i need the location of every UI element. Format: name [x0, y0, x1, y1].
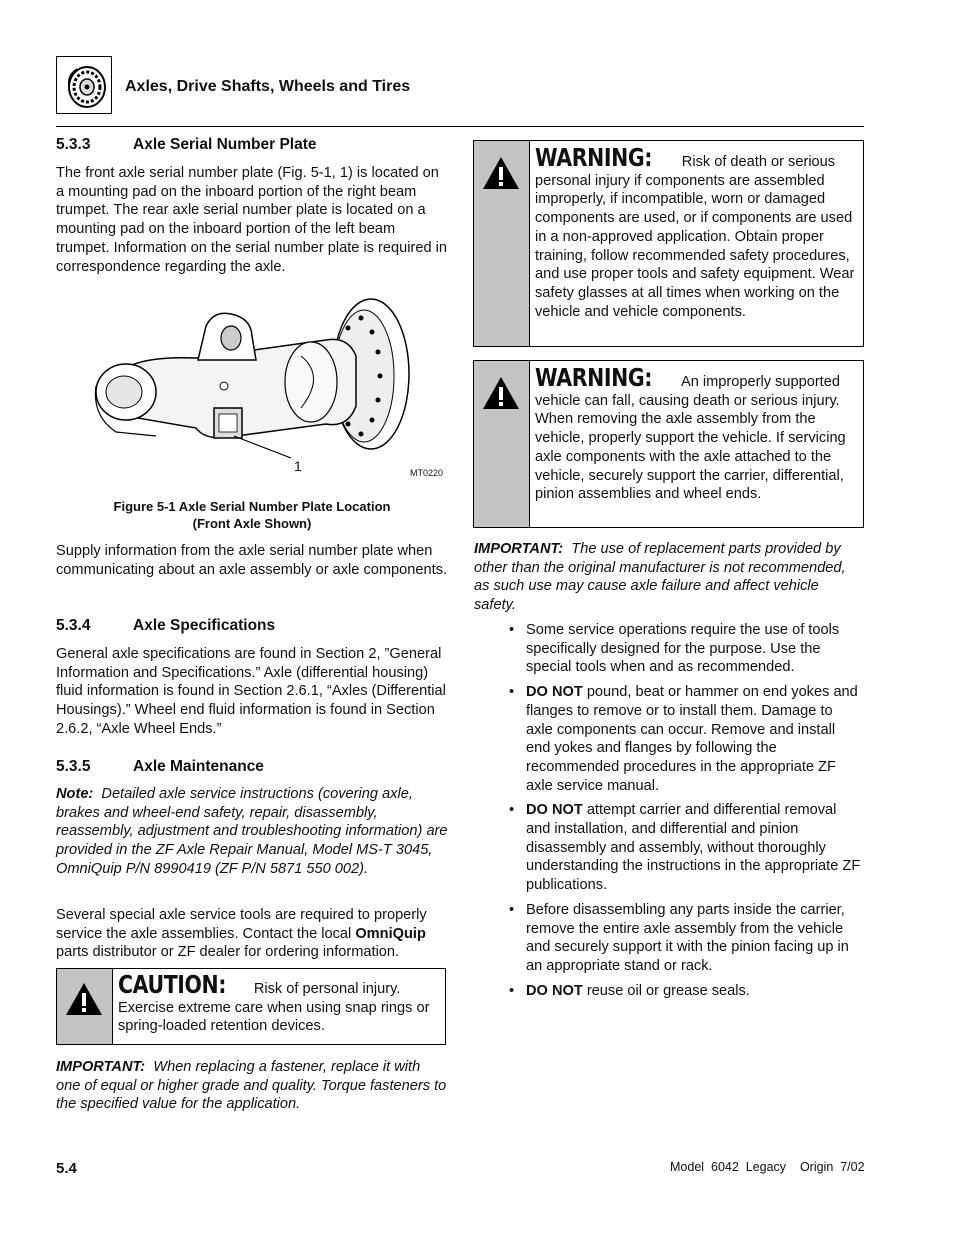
- warning-label: WARNING:: [535, 363, 653, 392]
- section-5-3-5-heading: [56, 758, 264, 776]
- axle-illustration: [86, 296, 448, 484]
- caution-triangle-icon: [64, 981, 104, 1017]
- footer-model-info: Model 6042 Legacy Origin 7/02: [670, 1160, 865, 1174]
- section-title: Axle Maintenance: [133, 758, 264, 775]
- important-replacement-parts-note: IMPORTANT: The use of replacement parts provided by other than the original manufacturer is not recommended, as such use may cause axle failure and affect vehicle safety.: [474, 541, 846, 614]
- section-number: 5.3.4: [56, 617, 91, 634]
- header-divider: [56, 126, 864, 127]
- maintenance-note: [56, 785, 448, 879]
- section-title: Axle Serial Number Plate: [133, 136, 317, 153]
- list-item: • DO NOT reuse oil or grease seals.: [509, 982, 863, 1001]
- warning-text: An improperly supported vehicle can fall, causing death or serious injury. When removing the axle assembly from the vehicle, properly support the vehicle. If servicing axle components with the axle attached to the vehicle, securely support the carrier, differential, pinion assemblies and wheel ends.: [535, 374, 846, 503]
- warning-triangle-icon: [481, 375, 521, 411]
- axle-figure: [86, 296, 448, 484]
- page-header-title: Axles, Drive Shafts, Wheels and Tires: [125, 78, 411, 95]
- warning-text: Risk of death or serious personal injury if components are assembled improperly, if incompatible, worn or damaged components are used, or if components are used in a non-approved application. Obtain proper training, follow recommended safety procedures, and use proper tools and safety equipment. Wear safety glasses at all times when working on the vehicle and vehicle components.: [535, 154, 855, 320]
- special-tools-paragraph: Several special axle service tools are required to properly service the axle assemblies. Contact the local OmniQuip parts distributor or ZF dealer for ordering information.: [56, 907, 427, 961]
- list-item: • DO NOT attempt carrier and differential removal and installation, and differential and pinion disassembly and assembly, without thoroughly understanding the instructions in the appropriate ZF publications.: [509, 801, 863, 895]
- figure-caption-line1: Figure 5-1 Axle Serial Number Plate Location: [113, 499, 391, 514]
- supply-info-paragraph: Supply information from the axle serial number plate when communicating about an axle assembly or axle components.: [56, 543, 447, 578]
- section-number: 5.3.3: [56, 136, 91, 153]
- specifications-paragraph: General axle specifications are found in Section 2, ”General Information and Specifications.” Axle (differential housing) fluid information is found in Section 2.6.1, “Axles (Differential Housings).” Wheel end fluid information is found in Section 2.6.2, “Axle Wheel Ends.”: [56, 646, 446, 737]
- page-number: 5.4: [56, 1160, 77, 1177]
- warning-box-2: [473, 360, 864, 528]
- precautions-list: [509, 621, 863, 1006]
- important-fastener-note: IMPORTANT: When replacing a fastener, replace it with one of equal or higher grade and quality. Torque fasteners to the specified value for the application.: [56, 1059, 447, 1113]
- caution-box: [56, 968, 446, 1045]
- caution-label: CAUTION:: [118, 970, 227, 999]
- list-item: • Before disassembling any parts inside the carrier, remove the entire axle assembly from the vehicle and securely support it with the pinion facing up in an appropriate stand or rack.: [509, 901, 863, 976]
- serial-plate-paragraph: The front axle serial number plate (Fig. 5-1, 1) is located on a mounting pad on the inboard portion of the right beam trumpet. The rear axle serial number plate is located on a mounting pad on the inboard portion of the left beam trumpet. Information on the serial number plate is required in correspondence regarding the axle.: [56, 165, 447, 275]
- figure-caption-line2: (Front Axle Shown): [192, 516, 312, 531]
- list-item: • Some service operations require the use of tools specifically designed for the purpose. Use the special tools when and as recommended.: [509, 621, 863, 677]
- note-text: Detailed axle service instructions (covering axle, brakes and wheel-end safety, repair, disassembly, reassembly, adjustment and troubleshooting information) are provided in the ZF Axle Repair Manual, Model MS-T 3045, OmniQuip P/N 8990419 (ZF P/N 5871 550 002).: [56, 786, 448, 877]
- section-5-3-3-heading: [56, 136, 317, 154]
- figure-callout-1: 1: [294, 458, 302, 474]
- warning-box-1: [473, 140, 864, 347]
- important-label: IMPORTANT:: [474, 541, 564, 557]
- figure-code: MT0220: [410, 468, 444, 478]
- tire-icon: [56, 56, 112, 114]
- list-item: • DO NOT pound, beat or hammer on end yokes and flanges to remove or to install them. Damage to axle components can occur. Remove and install end yokes and flanges by following the recommended procedures in the appropriate ZF axle service manual.: [509, 683, 863, 795]
- section-title: Axle Specifications: [133, 617, 276, 634]
- note-label: Note:: [56, 786, 94, 802]
- warning-label: WARNING:: [535, 143, 653, 172]
- important-label: IMPORTANT:: [56, 1059, 146, 1075]
- warning-triangle-icon: [481, 155, 521, 191]
- caution-text: Risk of personal injury. Exercise extreme care when using snap rings or spring-loaded retention devices.: [118, 981, 430, 1035]
- section-number: 5.3.5: [56, 758, 91, 775]
- section-5-3-4-heading: [56, 617, 275, 635]
- figure-caption: [56, 498, 448, 532]
- omniquip-brand: OmniQuip: [355, 925, 426, 942]
